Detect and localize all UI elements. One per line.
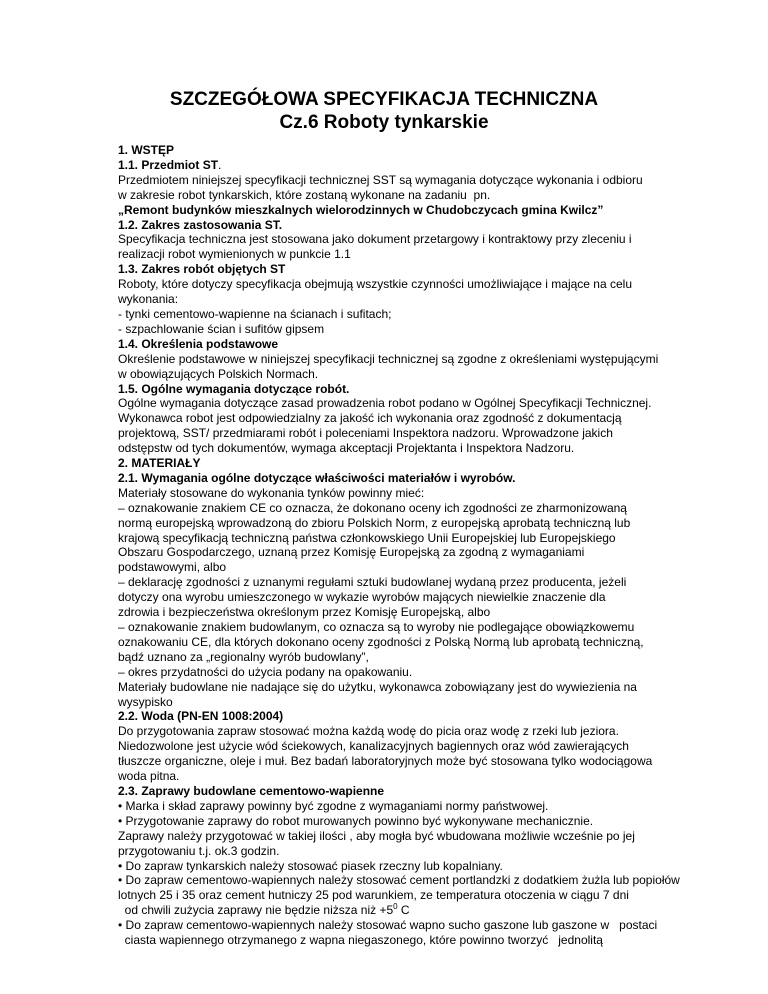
body-text-line	[118, 232, 678, 247]
line-text: dotyczy ona wyrobu umieszczonego w wykazie wyrobów mających niewielkie znaczenie dla	[118, 590, 606, 605]
line-text: 2. MATERIAŁY	[118, 456, 201, 471]
section-heading	[118, 456, 678, 471]
body-text-line	[118, 724, 678, 739]
body-text-line	[118, 441, 678, 456]
line-text: odstępstw od tych dokumentów, wymaga akceptacji Projektanta i Inspektora Nadzoru.	[118, 441, 575, 456]
section-heading	[118, 143, 678, 158]
body-text-line	[118, 888, 678, 903]
line-text: Specyfikacja techniczna jest stosowana jako dokument przetargowy i kontraktowy przy zleceniu i	[118, 232, 632, 247]
line-text: zdrowia i bezpieczeństwa określonym przez Komisję Europejską, albo	[118, 605, 491, 620]
line-text: - szpachlowanie ścian i sufitów gipsem	[118, 321, 325, 336]
line-text: 1.5. Ogólne wymagania dotyczące robót.	[118, 381, 350, 396]
body-text-line	[118, 695, 678, 710]
body-text-line	[118, 173, 678, 188]
line-text: Wykonawca robot jest odpowiedzialny za jakość ich wykonania oraz zgodność z dokumentacją	[118, 411, 622, 426]
body-text-line	[118, 188, 678, 203]
line-text: – deklarację zgodności z uznanymi regułami sztuki budowlanej wydaną przez producenta, jeżeli	[118, 575, 627, 590]
line-text: projektową, SST/ przedmiarami robót i poleceniami Inspektora nadzoru. Wprowadzone jakich	[118, 426, 613, 441]
line-text: lotnych 25 i 35 oraz cement hutniczy 25 pod warunkiem, ze temperatura otoczenia w ciągu 7 dni	[118, 888, 629, 903]
section-heading	[118, 218, 678, 233]
body-text-line	[118, 799, 678, 814]
section-heading	[118, 158, 678, 173]
section-heading	[118, 337, 678, 352]
document-body	[118, 143, 678, 948]
line-text: • Do zapraw cementowo-wapiennych należy stosować cement portlandzki z dodatkiem żużla lub popiołów	[118, 873, 680, 888]
body-text-line	[118, 873, 678, 888]
body-text-line	[118, 486, 678, 501]
line-text: - tynki cementowo-wapienne na ścianach i sufitach;	[118, 306, 392, 321]
line-text: Materiały stosowane do wykonania tynków powinny mieć:	[118, 485, 425, 500]
line-text: • Marka i skład zaprawy powinny być zgodne z wymaganiami normy państwowej.	[118, 798, 549, 813]
body-text-line	[118, 292, 678, 307]
section-heading	[118, 262, 678, 277]
line-text: przygotowaniu t.j. ok.3 godzin.	[118, 843, 280, 858]
body-text-line	[118, 814, 678, 829]
line-text: 1.4. Określenia podstawowe	[118, 336, 279, 351]
body-text-line	[118, 575, 678, 590]
line-text: Do przygotowania zapraw stosować można każdą wodę do picia oraz wodę z rzeki lub jeziora.	[118, 724, 619, 739]
line-text: od chwili zużycia zaprawy nie będzie niższa niż +5	[118, 903, 394, 918]
body-text-line	[118, 933, 678, 948]
line-text: 1.1. Przedmiot ST	[118, 157, 219, 172]
line-text: oznakowaniu CE, dla których dokonano oceny zgodności z Polską Normą lub aprobatą techniczną,	[118, 634, 644, 649]
line-text: woda pitna.	[118, 769, 180, 784]
body-text-line	[118, 918, 678, 933]
body-text-line	[118, 665, 678, 680]
line-text: 2.1. Wymagania ogólne dotyczące właściwości materiałów i wyrobów.	[118, 470, 516, 485]
body-text-line	[118, 739, 678, 754]
line-text: bądź uznano za „regionalny wyrób budowlany”,	[118, 649, 369, 664]
line-text: „Remont budynków mieszkalnych wielorodzinnych w Chudobczycach gmina Kwilcz”	[118, 202, 604, 217]
body-text-line	[118, 396, 678, 411]
body-text-line	[118, 426, 678, 441]
body-text-line	[118, 635, 678, 650]
line-text: 1. WSTĘP	[118, 143, 175, 157]
line-text: podstawowymi, albo	[118, 560, 227, 575]
body-text-line	[118, 605, 678, 620]
body-text-line	[118, 247, 678, 262]
line-text: – oznakowanie znakiem CE co oznacza, że dokonano oceny ich zgodności ze zharmonizowaną	[118, 500, 627, 515]
body-text-line	[118, 829, 678, 844]
body-text-line	[118, 277, 678, 292]
line-text: Ogólne wymagania dotyczące zasad prowadzenia robot podano w Ogólnej Specyfikacji Technicznej.	[118, 396, 652, 411]
body-text-line	[118, 754, 678, 769]
line-text: – okres przydatności do użycia podany na opakowaniu.	[118, 664, 413, 679]
body-text-line	[118, 903, 678, 918]
line-text: • Do zapraw cementowo-wapiennych należy stosować wapno sucho gaszone lub gaszone w postaci	[118, 918, 658, 933]
body-text-line	[118, 545, 678, 560]
body-text-line	[118, 769, 678, 784]
line-text: 2.2. Woda (PN-EN 1008:2004)	[118, 709, 284, 724]
line-text: 1.2. Zakres zastosowania ST.	[118, 217, 283, 232]
line-text: 2.3. Zaprawy budowlane cementowo-wapienne	[118, 783, 385, 798]
line-text: Materiały budowlane nie nadające się do użytku, wykonawca zobowiązany jest do wywiezienia na	[118, 679, 637, 694]
section-heading	[118, 203, 678, 218]
body-text-line	[118, 680, 678, 695]
line-text: Roboty, które dotyczy specyfikacja obejmują wszystkie czynności umożliwiające i mające na celu	[118, 277, 632, 292]
body-text-line	[118, 516, 678, 531]
body-text-line	[118, 322, 678, 337]
body-text-line	[118, 352, 678, 367]
body-text-line	[118, 411, 678, 426]
body-text-line	[118, 590, 678, 605]
line-text: wykonania:	[118, 292, 179, 307]
body-text-line	[118, 560, 678, 575]
body-text-line	[118, 367, 678, 382]
line-text: realizacji robot wymienionych w punkcie 1.1	[118, 247, 351, 262]
body-text-line	[118, 650, 678, 665]
line-text: Przedmiotem niniejszej specyfikacji technicznej SST są wymagania dotyczące wykonania i odbioru	[118, 172, 643, 187]
line-text: – oznakowanie znakiem budowlanym, co oznacza są to wyroby nie podlegające obowiązkowemu	[118, 620, 635, 634]
section-heading	[118, 382, 678, 397]
section-heading	[118, 784, 678, 799]
body-text-line	[118, 620, 678, 635]
superscript: 0	[393, 902, 398, 912]
line-text: krajową specyfikacją techniczną państwa członkowskiego Unii Europejskiej lub Europejskiego	[118, 530, 616, 545]
line-text: Niedozwolone jest użycie wód ściekowych, kanalizacyjnych bagiennych oraz wód zawierających	[118, 739, 629, 754]
line-text: ciasta wapiennego otrzymanego z wapna niegaszonego, które powinno tworzyć jednolitą	[118, 933, 603, 948]
line-text: • Do zapraw tynkarskich należy stosować piasek rzeczny lub kopalniany.	[118, 858, 503, 873]
line-text: normą europejską wprowadzoną do zbioru Polskich Norm, z europejską aprobatą techniczną lub	[118, 515, 631, 530]
line-text: Obszaru Gospodarczego, uznaną przez Komisję Europejską za zgodną z wymaganiami	[118, 545, 585, 560]
line-text: • Przygotowanie zaprawy do robot murowanych powinno być wykonywane mechanicznie.	[118, 813, 594, 828]
document-subtitle: Cz.6 Roboty tynkarskie	[279, 112, 489, 133]
line-text: w obowiązujących Polskich Normach.	[118, 366, 319, 381]
document-title: SZCZEGÓŁOWA SPECYFIKACJA TECHNICZNA	[169, 89, 599, 110]
line-after: C	[397, 903, 410, 918]
line-text: 1.3. Zakres robót objętych ST	[118, 262, 286, 277]
line-text: tłuszcze organiczne, oleje i muł. Bez badań laboratoryjnych może być stosowana tylko wodociągowa	[118, 754, 653, 769]
body-text-line	[118, 859, 678, 874]
body-text-line	[118, 501, 678, 516]
body-text-line	[118, 531, 678, 546]
line-text: w zakresie robot tynkarskich, które zostaną wykonane na zadaniu pn.	[118, 187, 491, 202]
line-text: wysypisko	[118, 694, 173, 709]
body-text-line	[118, 844, 678, 859]
body-text-line	[118, 307, 678, 322]
line-text: Zaprawy należy przygotować w takiej ilości , aby mogła być wbudowana możliwie wcześnie po jej	[118, 828, 635, 843]
section-heading	[118, 709, 678, 724]
line-text: Określenie podstawowe w niniejszej specyfikacji technicznej są zgodne z określeniami występującymi	[118, 351, 659, 366]
line-suffix: .	[218, 157, 222, 172]
section-heading	[118, 471, 678, 486]
